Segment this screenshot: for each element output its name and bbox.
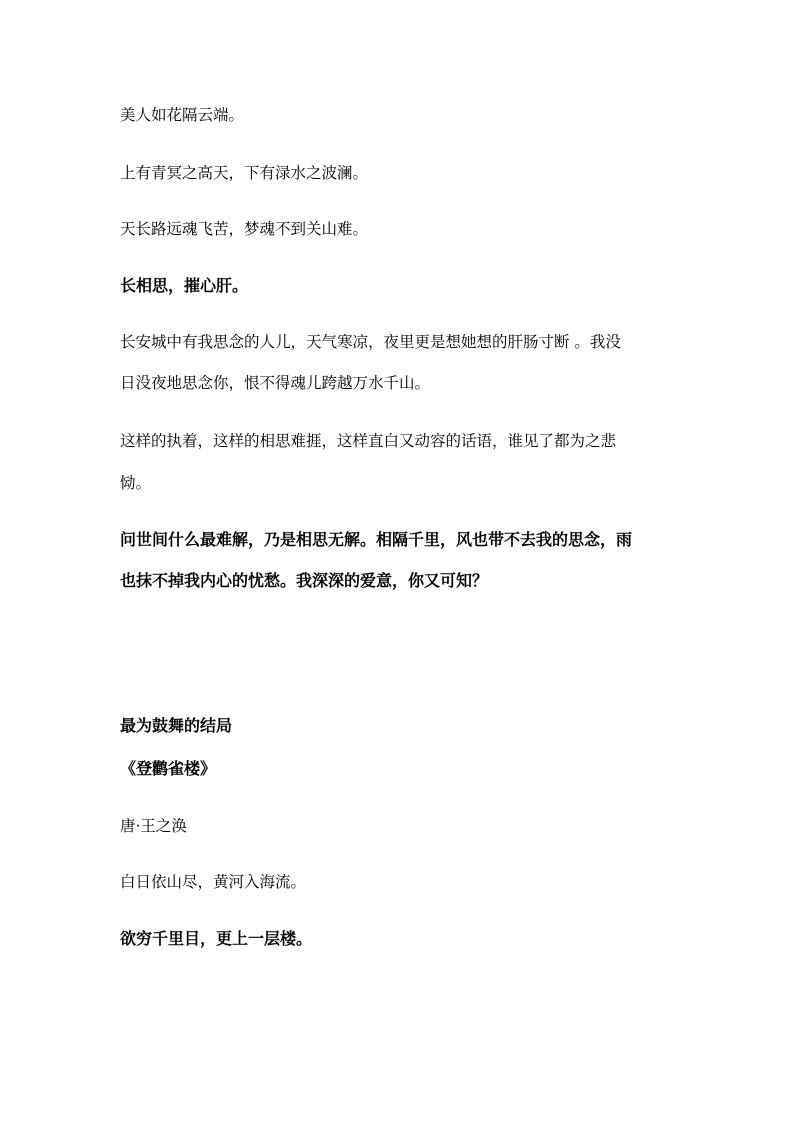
verse-line-1: 美人如花隔云端。 — [120, 106, 245, 124]
verse-line-3: 天长路远魂飞苦，梦魂不到关山难。 — [120, 220, 369, 238]
section-heading: 最为鼓舞的结局 — [120, 716, 233, 735]
verse-line-4-bold: 长相思，摧心肝。 — [120, 276, 249, 295]
poem-line-2-bold: 欲穷千里目，更上一层楼。 — [120, 929, 313, 948]
paragraph-1-line-1: 长安城中有我思念的人儿，天气寒凉，夜里更是想她想的肝肠寸断 。我没 — [120, 333, 621, 351]
paragraph-1-line-2: 日没夜地思念你，恨不得魂儿跨越万水千山。 — [120, 374, 431, 392]
paragraph-3-line-1-bold: 问世间什么最难解，乃是相思无解。相隔千里，风也带不去我的思念，雨 — [120, 530, 633, 549]
paragraph-2-line-2: 恸。 — [120, 474, 152, 492]
poem-line-1: 白日依山尽，黄河入海流。 — [120, 873, 307, 891]
paragraph-3-line-2-bold: 也抹不掉我内心的忧愁。我深深的爱意，你又可知？ — [120, 571, 489, 590]
poem-author: 唐·王之涣 — [120, 817, 187, 835]
paragraph-2-line-1: 这样的执着，这样的相思难捱，这样直白又动容的话语，谁见了都为之悲 — [120, 432, 617, 450]
poem-title: 《登鹳雀楼》 — [120, 759, 217, 778]
verse-line-2: 上有青冥之高天，下有渌水之波澜。 — [120, 164, 369, 182]
